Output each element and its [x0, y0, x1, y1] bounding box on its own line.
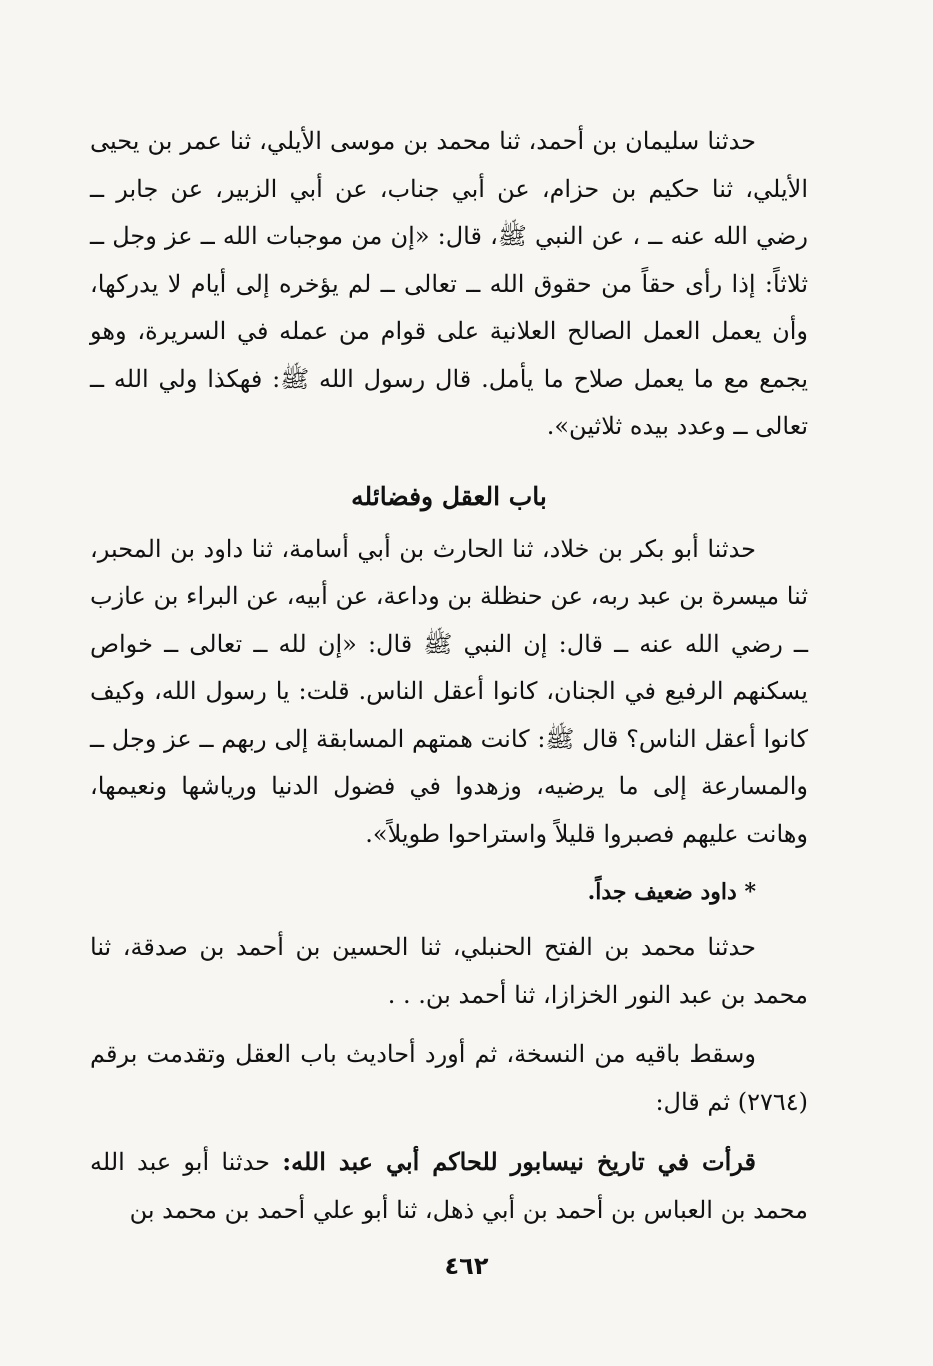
hadith-paragraph-3: حدثنا محمد بن الفتح الحنبلي، ثنا الحسين بن أحمد بن صدقة، ثنا محمد بن عبد النور الخزازا، ثنا أحمد بن. . . — [90, 933, 808, 1009]
source-lead-text: قرأت في تاريخ نيسابور للحاكم أبي عبد الله: — [282, 1147, 756, 1176]
narrator-note: * داود ضعيف جداً. — [587, 879, 756, 905]
paragraph-gap — [90, 1019, 808, 1031]
paragraph-gap — [90, 1126, 808, 1138]
hadith-paragraph-5 — [90, 1138, 808, 1234]
hadith-paragraph-1: حدثنا سليمان بن أحمد، ثنا محمد بن موسى الأيلي، ثنا عمر بن يحيى الأيلي، ثنا حكيم بن حزام، عن أبي جناب، عن أبي الزبير، عن جابر ــ رضي الله عنه ــ ، عن النبي ﷺ، قال: «إن من موجبات الله ــ عز وجل ــ ثلاثاً: إذا رأى حقاً من حقوق الله ــ تعالى ــ لم يؤخره إلى أيام لا يدركها، وأن يعمل العمل الصالح العلانية على قوام من عمله في السريرة، وهو يجمع مع ما يعمل صلاح ما يأمل. قال رسول الله ﷺ: فهكذا ولي الله ــ تعالى ــ وعدد بيده ثلاثين». — [90, 127, 809, 440]
editor-paragraph: وسقط باقيه من النسخة، ثم أورد أحاديث باب العقل وتقدمت برقم (٢٧٦٤) ثم قال: — [90, 1040, 808, 1116]
source-rest-text: حدثنا أبو عبد الله محمد بن العباس بن أحمد بن أبي ذهل، ثنا أبو علي أحمد بن محمد بن — [90, 1148, 808, 1224]
page-body — [90, 118, 808, 1298]
section-heading: باب العقل وفضائله — [351, 481, 547, 511]
hadith-paragraph-2: حدثنا أبو بكر بن خلاد، ثنا الحارث بن أبي أسامة، ثنا داود بن المحبر، ثنا ميسرة بن عبد ربه، عن حنظلة بن وداعة، عن أبيه، عن البراء بن عازب ــ رضي الله عنه ــ قال: إن النبي ﷺ قال: «إن لله ــ تعالى ــ خواص يسكنهم الرفيع في الجنان، كانوا أعقل الناس. قلت: يا رسول الله، وكيف كانوا أعقل الناس؟ قال ﷺ: كانت همتهم المسابقة إلى ربهم ــ عز وجل ــ والمسارعة إلى ما يرضيه، وزهدوا في فضول الدنيا ورياشها ونعيمها، وهانت عليهم فصبروا قليلاً واستراحوا طويلاً». — [90, 534, 808, 848]
page-number: ٤٦٢ — [444, 1252, 489, 1280]
